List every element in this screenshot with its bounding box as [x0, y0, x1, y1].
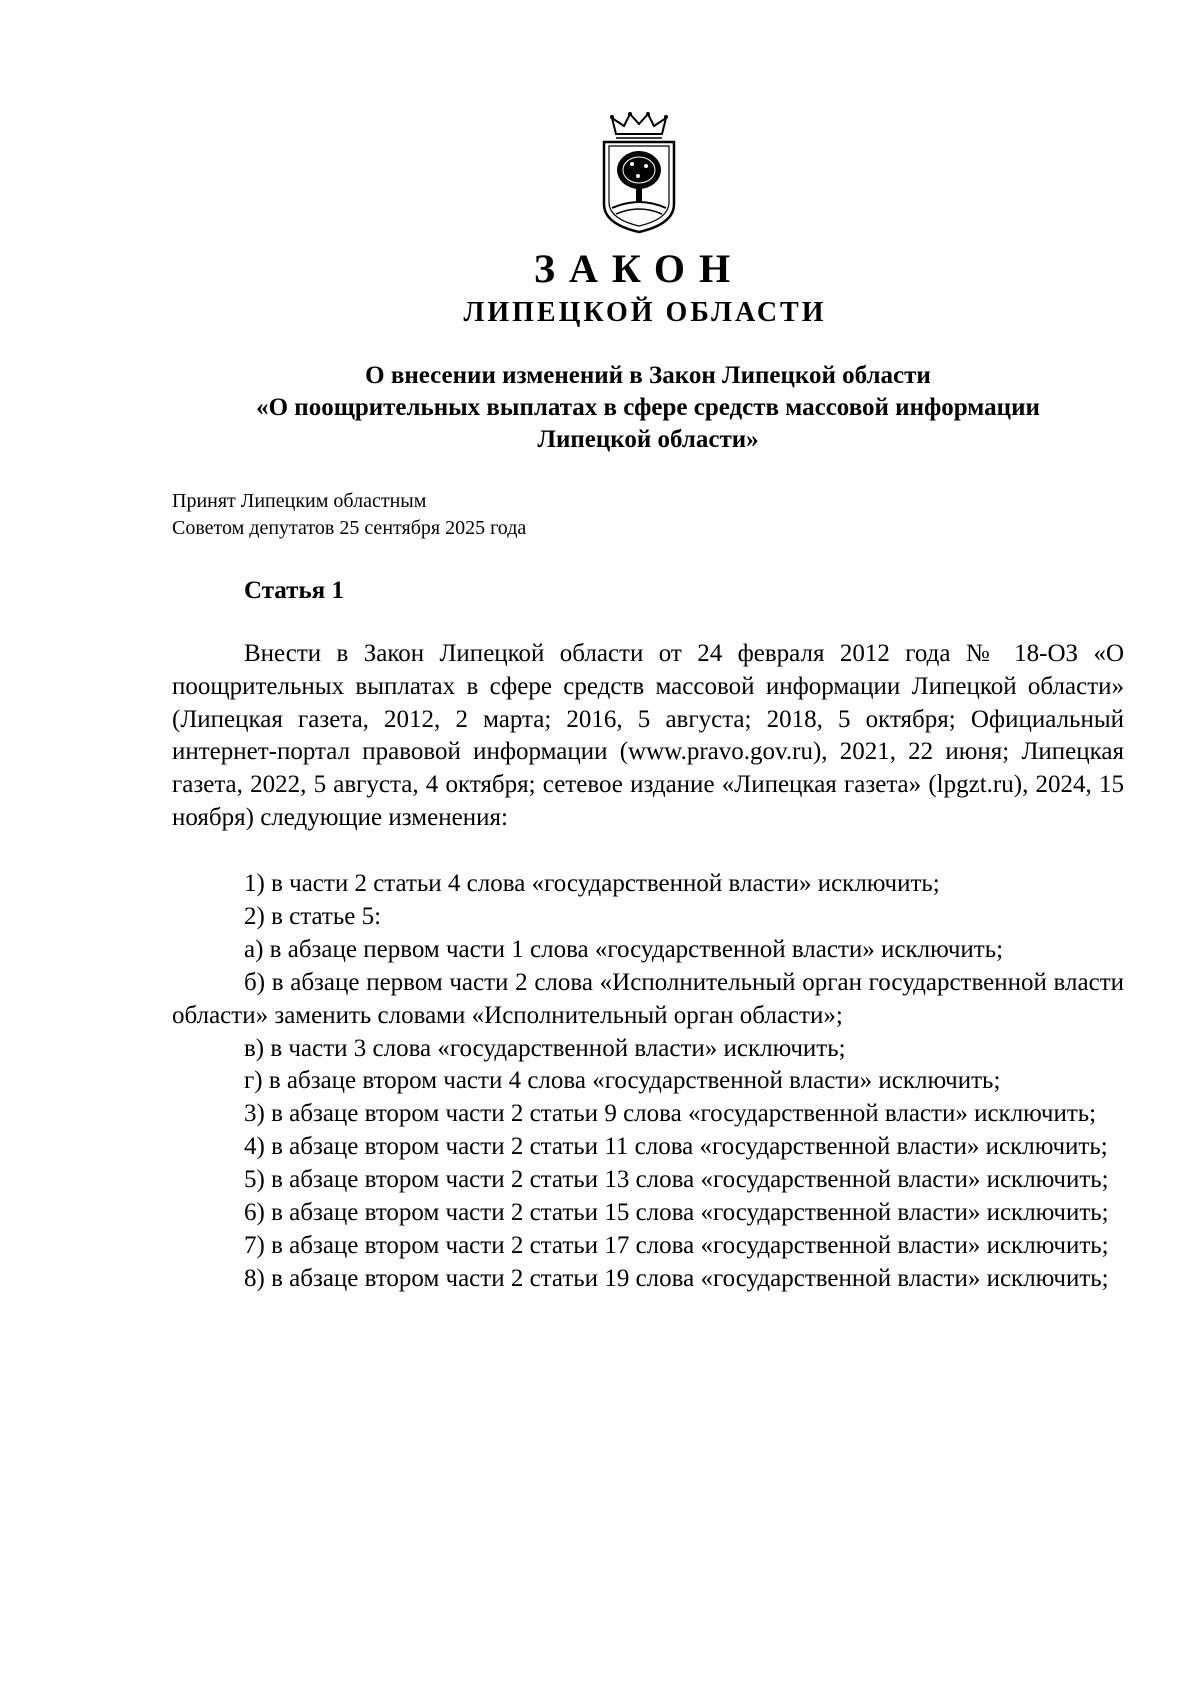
subject-line: «О поощрительных выплатах в сфере средств массовой информации [256, 394, 1040, 421]
coat-of-arms-icon [594, 112, 684, 236]
article-intro [172, 638, 1124, 835]
list-item: г) в абзаце втором части 4 слова «государственной власти» исключить; [244, 1067, 1001, 1095]
law-subject [170, 360, 1126, 456]
intro-paragraph: Внести в Закон Липецкой области от 24 февраля 2012 года № 18-ОЗ «О поощрительных выплатах в сфере средств массовой информации Липецкой области» (Липецкая газета, 2012, 2 марта; 2016, 5 августа; 2018, 5 октября; Официальный интернет-портал правовой информации (www.pravo.gov.ru), 2021, 22 июня; Липецкая газета, 2022, 5 августа, 4 октября; сетевое издание «Липецкая газета» (lpgzt.ru), 2024, 15 ноября) следующие изменения: [172, 640, 1124, 831]
adoption-line: Принят Липецким областным [172, 490, 427, 512]
list-item: 6) в абзаце втором части 2 статьи 15 слова «государственной власти» исключить; [244, 1199, 1109, 1227]
list-item: 4) в абзаце втором части 2 статьи 11 слова «государственной власти» исключить; [244, 1133, 1108, 1161]
adoption-line: Советом депутатов 25 сентября 2025 года [172, 517, 527, 539]
amendments-list [172, 868, 1124, 1296]
article-heading: Статья 1 [244, 577, 344, 604]
list-item: 8) в абзаце втором части 2 статьи 19 слова «государственной власти» исключить; [244, 1264, 1109, 1292]
law-title: ЗАКОН [533, 246, 745, 291]
region-title: ЛИПЕЦКОЙ ОБЛАСТИ [463, 297, 827, 328]
list-item: 5) в абзаце втором части 2 статьи 13 слова «государственной власти» исключить; [244, 1166, 1109, 1194]
adoption-note [172, 488, 526, 542]
list-item: а) в абзаце первом части 1 слова «государственной власти» исключить; [244, 935, 1004, 963]
list-item: 7) в абзаце втором части 2 статьи 17 слова «государственной власти» исключить; [244, 1231, 1109, 1259]
list-item: в) в части 3 слова «государственной власти» исключить; [244, 1034, 846, 1062]
list-item: б) в абзаце первом части 2 слова «Исполнительный орган государственной власти области» заменить словами «Исполнительный орган области»; [172, 968, 1124, 1029]
subject-line: Липецкой области» [537, 426, 759, 453]
list-item: 2) в статье 5: [244, 902, 382, 930]
subject-line: О внесении изменений в Закон Липецкой области [365, 362, 931, 389]
list-item: 1) в части 2 статьи 4 слова «государственной власти» исключить; [244, 870, 940, 897]
list-item: 3) в абзаце втором части 2 статьи 9 слова «государственной власти» исключить; [244, 1100, 1097, 1128]
